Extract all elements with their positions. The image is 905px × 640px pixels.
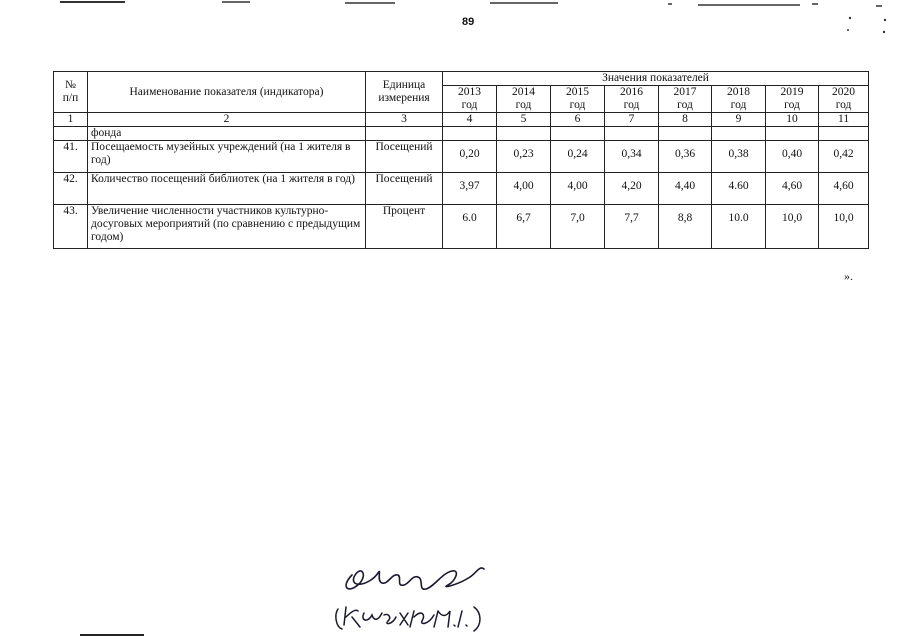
handwritten-signature bbox=[330, 555, 510, 635]
value-cell: 7,7 bbox=[605, 205, 659, 249]
header-year-word: год bbox=[569, 99, 586, 111]
header-year-number: 2019 bbox=[780, 86, 804, 98]
header-year-word: год bbox=[461, 99, 478, 111]
value-cell: 10.0 bbox=[712, 205, 766, 249]
header-year-word: год bbox=[784, 99, 800, 111]
continuation-empty-cell bbox=[551, 127, 605, 141]
header-year bbox=[766, 86, 819, 113]
continuation-empty-cell bbox=[819, 127, 869, 141]
value-cell: 10,0 bbox=[819, 205, 869, 249]
indicator-name: Количество посещений библиотек (на 1 жителя в год) bbox=[88, 173, 366, 205]
continuation-empty-cell bbox=[497, 127, 551, 141]
header-year bbox=[551, 86, 605, 113]
continuation-empty-cell bbox=[659, 127, 712, 141]
value-cell: 10,0 bbox=[766, 205, 819, 249]
column-number: 1 bbox=[54, 113, 88, 127]
header-year-number: 2013 bbox=[458, 86, 481, 98]
row-number: 41. bbox=[54, 141, 88, 173]
value-cell: 0,40 bbox=[766, 141, 819, 173]
continuation-empty-cell bbox=[605, 127, 659, 141]
column-number: 8 bbox=[659, 113, 712, 127]
header-year bbox=[605, 86, 659, 113]
value-cell: 0,38 bbox=[712, 141, 766, 173]
value-cell: 4,60 bbox=[766, 173, 819, 205]
header-year-number: 2018 bbox=[727, 86, 750, 98]
value-cell: 0,20 bbox=[443, 141, 497, 173]
unit-cell: Посещений bbox=[366, 173, 443, 205]
indicator-name: Посещаемость музейных учреждений (на 1 жителя в год) bbox=[88, 141, 366, 173]
header-year-number: 2015 bbox=[566, 86, 589, 98]
row-number: 42. bbox=[54, 173, 88, 205]
value-cell: 0,24 bbox=[551, 141, 605, 173]
header-year-word: год bbox=[623, 99, 640, 111]
column-number: 11 bbox=[819, 113, 869, 127]
header-year-word: год bbox=[730, 99, 747, 111]
header-year bbox=[659, 86, 712, 113]
value-cell: 6,7 bbox=[497, 205, 551, 249]
continuation-empty-cell bbox=[366, 127, 443, 141]
continuation-no-cell bbox=[54, 127, 88, 141]
column-number: 9 bbox=[712, 113, 766, 127]
column-number: 5 bbox=[497, 113, 551, 127]
table-row bbox=[54, 205, 869, 249]
header-year-number: 2020 bbox=[832, 86, 856, 98]
scan-artifact-marks bbox=[0, 0, 905, 40]
header-no: № п/п bbox=[54, 72, 88, 113]
value-cell: 4,00 bbox=[551, 173, 605, 205]
column-number: 2 bbox=[88, 113, 366, 127]
column-number: 4 bbox=[443, 113, 497, 127]
value-cell: 4,00 bbox=[497, 173, 551, 205]
header-year-number: 2014 bbox=[512, 86, 535, 98]
value-cell: 0,34 bbox=[605, 141, 659, 173]
header-indicator-name: Наименование показателя (индикатора) bbox=[88, 72, 366, 113]
indicators-table bbox=[53, 71, 869, 249]
value-cell: 4,40 bbox=[659, 173, 712, 205]
value-cell: 7,0 bbox=[551, 205, 605, 249]
column-number: 10 bbox=[766, 113, 819, 127]
value-cell: 0,36 bbox=[659, 141, 712, 173]
continuation-text: фонда bbox=[88, 127, 366, 141]
bottom-edge-line bbox=[80, 634, 144, 636]
continuation-empty-cell bbox=[712, 127, 766, 141]
header-year-number: 2016 bbox=[620, 86, 643, 98]
value-cell: 3,97 bbox=[443, 173, 497, 205]
value-cell: 8,8 bbox=[659, 205, 712, 249]
header-unit: Единица измерения bbox=[366, 72, 443, 113]
header-year bbox=[712, 86, 766, 113]
value-cell: 0,23 bbox=[497, 141, 551, 173]
row-number: 43. bbox=[54, 205, 88, 249]
continuation-empty-cell bbox=[443, 127, 497, 141]
value-cell: 6.0 bbox=[443, 205, 497, 249]
table-row bbox=[54, 173, 869, 205]
header-year-word: год bbox=[677, 99, 693, 111]
header-row-top bbox=[54, 72, 869, 86]
header-year-number: 2017 bbox=[673, 86, 697, 98]
value-cell: 4,20 bbox=[605, 173, 659, 205]
page-number: 89 bbox=[462, 16, 475, 28]
column-number: 7 bbox=[605, 113, 659, 127]
header-year-word: год bbox=[835, 99, 852, 111]
table-row bbox=[54, 141, 869, 173]
header-year bbox=[443, 86, 497, 113]
header-year-word: год bbox=[515, 99, 532, 111]
header-year bbox=[497, 86, 551, 113]
column-number: 3 bbox=[366, 113, 443, 127]
header-year bbox=[819, 86, 869, 113]
header-values-group: Значения показателей bbox=[443, 72, 869, 86]
column-number-row bbox=[54, 113, 869, 127]
column-number: 6 bbox=[551, 113, 605, 127]
closing-quote: ». bbox=[844, 269, 853, 283]
continuation-empty-cell bbox=[766, 127, 819, 141]
unit-cell: Процент bbox=[366, 205, 443, 249]
value-cell: 4,60 bbox=[819, 173, 869, 205]
value-cell: 0,42 bbox=[819, 141, 869, 173]
indicator-name: Увеличение численности участников культурно-досуговых мероприятий (по сравнению с предыдущим годом) bbox=[88, 205, 366, 249]
unit-cell: Посещений bbox=[366, 141, 443, 173]
continuation-row bbox=[54, 127, 869, 141]
value-cell: 4.60 bbox=[712, 173, 766, 205]
